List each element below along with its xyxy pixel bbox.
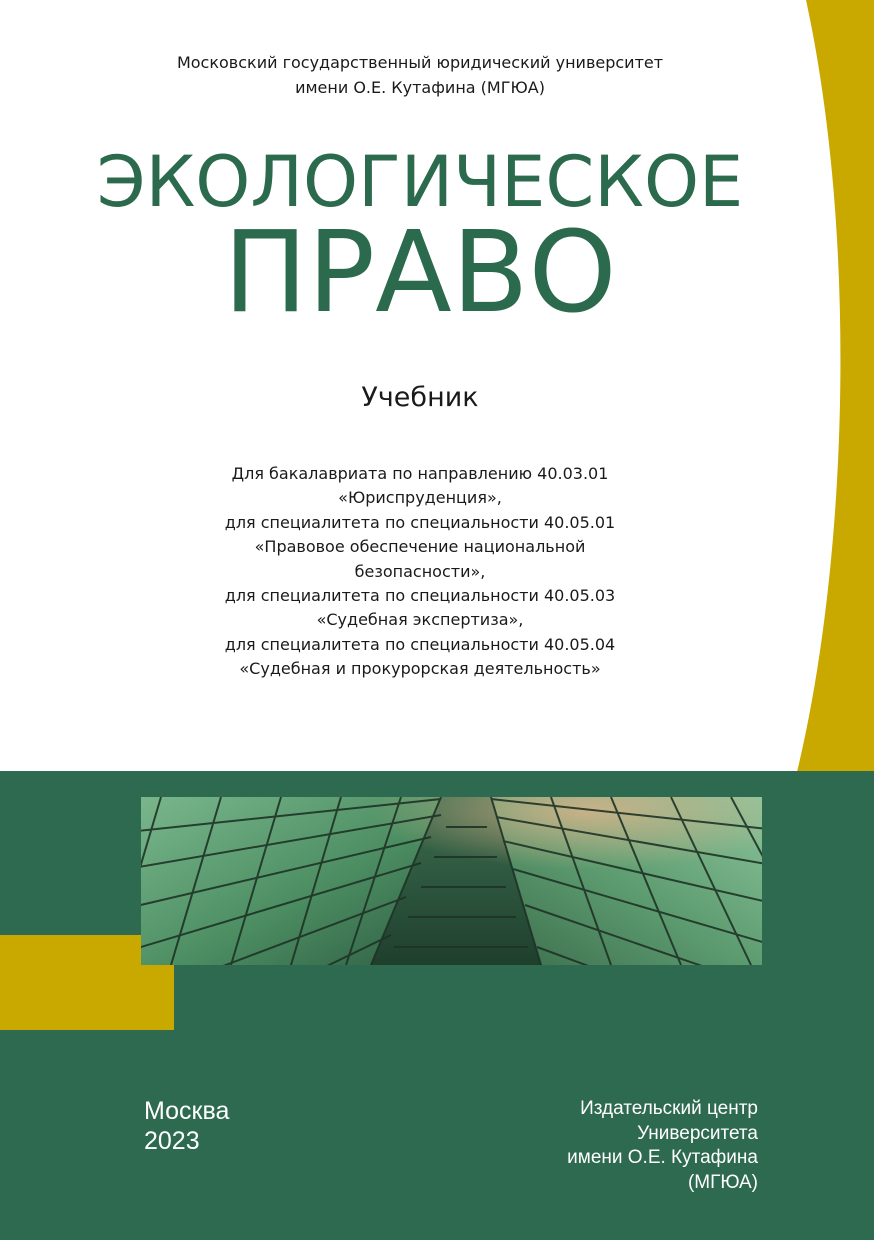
program-line: «Правовое обеспечение национальной — [254, 537, 586, 557]
program-line: «Судебная и прокурорская деятельность» — [239, 659, 601, 679]
skyscraper-photo — [141, 797, 762, 965]
program-line: «Судебная экспертиза», — [316, 610, 524, 630]
gold-block-decoration-top — [0, 935, 141, 965]
university-name-line-2: имени О.Е. Кутафина (МГЮА) — [295, 78, 545, 97]
city: Москва — [144, 1097, 230, 1125]
publisher-line: Издательский центр — [580, 1098, 758, 1119]
university-name-line-1: Московский государственный юридический университет — [176, 53, 664, 72]
publisher-line: Университета — [637, 1122, 758, 1144]
program-line: для специалитета по специальности 40.05.03 — [224, 586, 616, 606]
program-line: для специалитета по специальности 40.05.01 — [224, 512, 616, 532]
skyscraper-image — [141, 797, 762, 965]
study-programs-list — [170, 462, 670, 682]
program-line: Для бакалавриата по направлению 40.03.01 — [231, 464, 609, 483]
book-type-subtitle: Учебник — [361, 382, 479, 413]
publisher-line: (МГЮА) — [687, 1171, 758, 1193]
program-line: «Юриспруденция», — [338, 488, 502, 508]
university-name — [80, 50, 760, 100]
publisher-line: имени О.Е. Кутафина — [567, 1147, 758, 1168]
program-line: для специалитета по специальности 40.05.04 — [224, 634, 616, 654]
program-line: безопасности», — [354, 561, 486, 581]
title-line-2: ПРАВО — [223, 208, 617, 338]
publisher-name — [567, 1097, 758, 1195]
publication-place-year — [144, 1096, 229, 1156]
year: 2023 — [144, 1127, 200, 1155]
title-line-1: ЭКОЛОГИЧЕСКОЕ — [96, 141, 744, 223]
